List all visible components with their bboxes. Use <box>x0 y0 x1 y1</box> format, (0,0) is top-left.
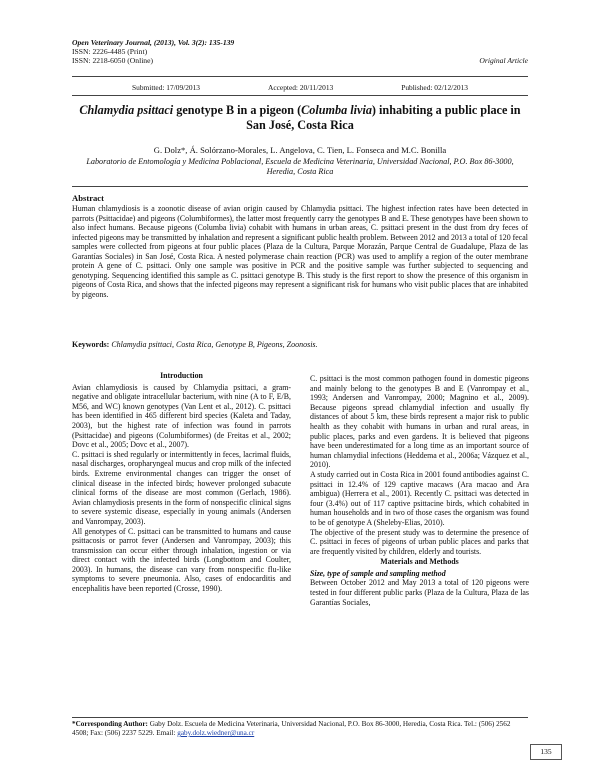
left-column <box>72 371 291 594</box>
intro-heading: Introduction <box>160 371 203 380</box>
abstract-text: Human chlamydiosis is a zoonotic disease of avian origin caused by Chlamydia psittaci. The highest infection rates have been detected in parrots (Psittacidae) and pigeons (Columbiformes), the latter most frequently carry the genotypes B and E. These genotypes have been shown to also infect humans. Because pigeons (Columba livia) cohabit with humans in urban areas, C. psittaci present in the dust from dry feces of infected pigeons may be transmitted by inhalation and represent a significant public health problem. Between 2012 and 2013 a total of 120 fecal samples were collected from pigeons at four public places (Plaza de la Cultura, Parque Morazán, Parque Central de Guadalupe, Plaza de las Garantías Sociales) in San José, Costa Rica. A nested polymerase chain reaction (PCR) was used to amplify a region of the outer membrane protein A gene of C. psittaci. Only one sample was positive in PCR and the positive sample was further subjected to sequencing and genotyping. Sequencing identified this sample as C. psittaci genotype B. This study is the first report to show the presence of this organism in pigeons of Costa Rica, and shows that the infected pigeons may represent a significant risk for humans who visit public places that are inhabited by pigeons. <box>72 204 528 299</box>
article-title <box>72 103 528 133</box>
methods-heading: Materials and Methods <box>380 557 459 567</box>
corresponding-author-footnote <box>72 720 528 738</box>
affiliation-rule <box>72 186 528 187</box>
intro-paragraph-5: A study carried out in Costa Rica in 2001 found antibodies against C. psittaci in 12.4% of 129 captive macaws (Ara macao and Ara ambigua) (Herrera et al., 2001). Recently C. psittaci was detected in four (3.4%) out of 117 captive psittacine birds, which cohabited in human households and in two of those cases the organism was found to be of genotype A (Sheleby-Elias, 2010). <box>310 469 529 527</box>
footnote-label: *Corresponding Author: <box>72 720 148 728</box>
right-column <box>310 374 529 607</box>
keywords <box>72 340 528 349</box>
page-number: 135 <box>530 744 562 760</box>
methods-paragraph-1: Between October 2012 and May 2013 a total of 120 pigeons were tested in four different public parks (Plaza de la Cultura, Plaza de las Garantías Sociales, <box>310 578 529 607</box>
title-host: Columba livia <box>301 103 372 117</box>
keywords-text: Chlamydia psittaci, Costa Rica, Genotype B, Pigeons, Zoonosis. <box>111 340 318 349</box>
issn-print: ISSN: 2226-4485 (Print) <box>72 47 148 57</box>
intro-paragraph-4: C. psittaci is the most common pathogen found in domestic pigeons and mainly belong to the genotypes B and E (Vanrompay et al., 1993; Andersen and Vanrompay, 2000; Magnino et al., 2009). Because pigeons spread chlamydial infection and usually fly distances of about 5 km, these birds represent a major risk to public health as they cohabit with humans in urban and rural areas, in public places, parks and even gardens. It is believed that pigeons have been underestimated for a long time as an important source of human chlamydial infections (Heddema et al., 2006a; Vázquez et al., 2010). <box>310 374 529 470</box>
journal-citation: Open Veterinary Journal, (2013), Vol. 3(2): 135-139 <box>72 38 235 47</box>
intro-paragraph-6: The objective of the present study was to determine the presence of C. psittaci in feces of pigeons of urban public places and parks that are frequently visited by children, elderly and tourists. <box>310 527 529 556</box>
footnote-rule <box>72 717 528 718</box>
article-type: Original Article <box>479 56 528 65</box>
author-list: G. Dolz*, Á. Solórzano-Morales, L. Angelova, C. Tien, L. Fonseca and M.C. Bonilla <box>153 145 447 155</box>
title-end: ) inhabiting a public place in San José, Costa Rica <box>246 103 521 132</box>
issn-online: ISSN: 2218-6050 (Online) <box>72 56 153 66</box>
header-rule <box>72 76 528 77</box>
abstract-heading: Abstract <box>72 193 104 203</box>
intro-paragraph-1: Avian chlamydiosis is caused by Chlamydia psittaci, a gram-negative and obligate intracellular bacterium, with nine (A to F, E/B, M56, and WC) known genotypes (Van Lent et al., 2012). C. psittaci has been identified in 465 different bird species (Kaleta and Taday, 2003), but the highest rate of infection was found in parrots (Psittacidae) and pigeons (Columbiformes) (de Freitas et al., 2002; Dovc et al., 2005; Dovc et al., 2007). <box>72 382 291 450</box>
dates-rule <box>72 95 528 96</box>
intro-paragraph-3: All genotypes of C. psittaci can be transmitted to humans and cause psittacosis or parrot fever (Andersen and Vanrompay, 2003); this transmission can occur either through inhalation, ingestion or via direct contact with the infected birds (Longbottom and Coulter, 2003). In humans, the disease can vary from nonspecific flu-like symptoms to severe pneumonia. Also, cases of endocarditis and encephalitis have been reported (Crosse, 1990). <box>72 526 291 594</box>
methods-subheading: Size, type of sample and sampling method <box>310 568 446 578</box>
author-email-link[interactable]: gaby.dolz.wiedner@una.cr <box>177 729 255 737</box>
accepted-date: Accepted: 20/11/2013 <box>268 83 334 92</box>
published-date: Published: 02/12/2013 <box>401 83 468 92</box>
footnote-text: Gaby Dolz. Escuela de Medicina Veterinaria, Universidad Nacional, P.O. Box 86-3000, Heredia, Costa Rica. Tel.: (506) 2562 4508; Fax: (506) 2237 5229. Email: <box>72 720 511 737</box>
submitted-date: Submitted: 17/09/2013 <box>132 83 200 92</box>
intro-paragraph-2: C. psittaci is shed regularly or intermittently in feces, lacrimal fluids, nasal discharges, oropharyngeal mucus and crop milk of the infected birds. Extreme environmental changes can trigger the onset of clinical disease in the infected birds; however prolonged subacute clinical forms of the disease are most common (Gerlach, 1986). Avian chlamydiosis presents in the form of nonspecific clinical signs to severe systemic disease, especially in young animals (Andersen and Vanrompay, 2003). <box>72 449 291 526</box>
journal-header <box>72 38 234 66</box>
affiliation: Laboratorio de Entomología y Medicina Poblacional, Escuela de Medicina Veterinaria, Universidad Nacional, P.O. Box 86-3000, Heredia, Costa Rica <box>86 157 514 176</box>
title-mid: genotype B in a pigeon ( <box>173 103 302 117</box>
title-species: Chlamydia psittaci <box>79 103 174 117</box>
keywords-label: Keywords: <box>72 340 110 349</box>
dates-row <box>72 83 528 92</box>
